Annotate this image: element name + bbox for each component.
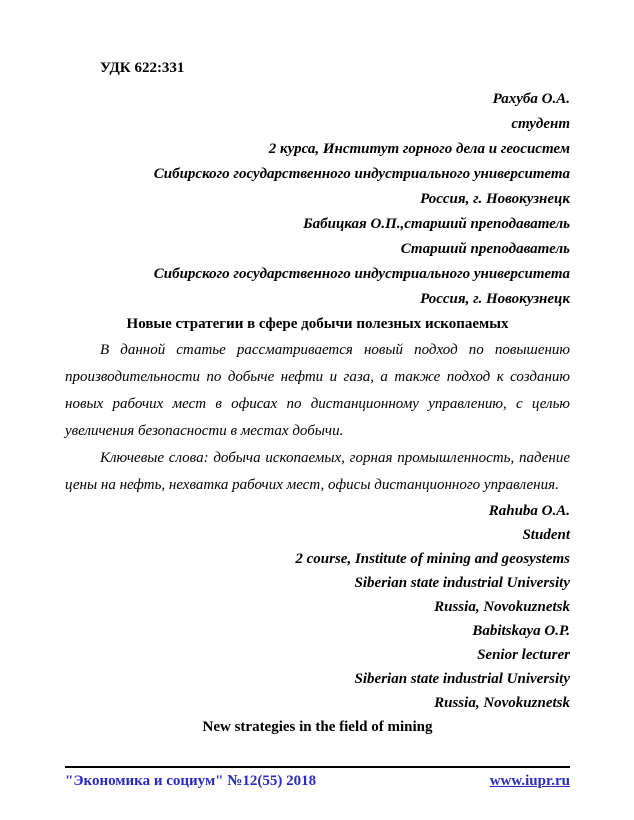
- author-ru-line: студент: [511, 116, 570, 132]
- author-en-line: Babitskaya O.P.: [472, 623, 570, 639]
- author-en-line: 2 course, Institute of mining and geosystems: [295, 551, 570, 567]
- author-en-line: Russia, Novokuznetsk: [434, 695, 570, 711]
- authors-en-block: [65, 499, 570, 715]
- author-en-line: Rahuba O.A.: [488, 503, 570, 519]
- journal-name: "Экономика и социум" №12(55) 2018: [65, 773, 317, 789]
- author-en-line: Russia, Novokuznetsk: [434, 599, 570, 615]
- author-en-line: Siberian state industrial University: [354, 575, 570, 591]
- author-en-line: Siberian state industrial University: [354, 671, 570, 687]
- author-ru-line: Россия, г. Новокузнецк: [420, 191, 570, 207]
- author-ru-line: Рахуба О.А.: [492, 91, 570, 107]
- author-en-line: Senior lecturer: [477, 647, 570, 663]
- author-ru-line: 2 курса, Институт горного дела и геосистем: [268, 141, 570, 157]
- keywords-paragraph: Ключевые слова: добыча ископаемых, горная промышленность, падение цены на нефть, нехватка рабочих мест, офисы дистанционного управления.: [65, 450, 570, 493]
- page-footer: [65, 766, 570, 790]
- authors-ru-block: [65, 87, 570, 312]
- udc-label: УДК 622:331: [100, 60, 185, 76]
- article-title-en: New strategies in the field of mining: [202, 719, 433, 735]
- author-ru-line: Старший преподаватель: [400, 241, 570, 257]
- author-ru-line: Сибирского государственного индустриального университета: [153, 166, 570, 182]
- journal-website-link[interactable]: www.iupr.ru: [489, 773, 570, 789]
- author-ru-line: Россия, г. Новокузнецк: [420, 291, 570, 307]
- author-ru-line: Сибирского государственного индустриального университета: [153, 266, 570, 282]
- author-ru-line: Бабицкая О.П.,старший преподаватель: [303, 216, 570, 232]
- author-en-line: Student: [522, 527, 570, 543]
- article-title-ru: Новые стратегии в сфере добычи полезных ископаемых: [126, 316, 509, 332]
- abstract-paragraph: В данной статье рассматривается новый подход по повышению производительности по добыче нефти и газа, а также подход к созданию новых рабочих мест в офисах по дистанционному управлению, с целью увеличения безопасности в местах добычи.: [65, 342, 570, 439]
